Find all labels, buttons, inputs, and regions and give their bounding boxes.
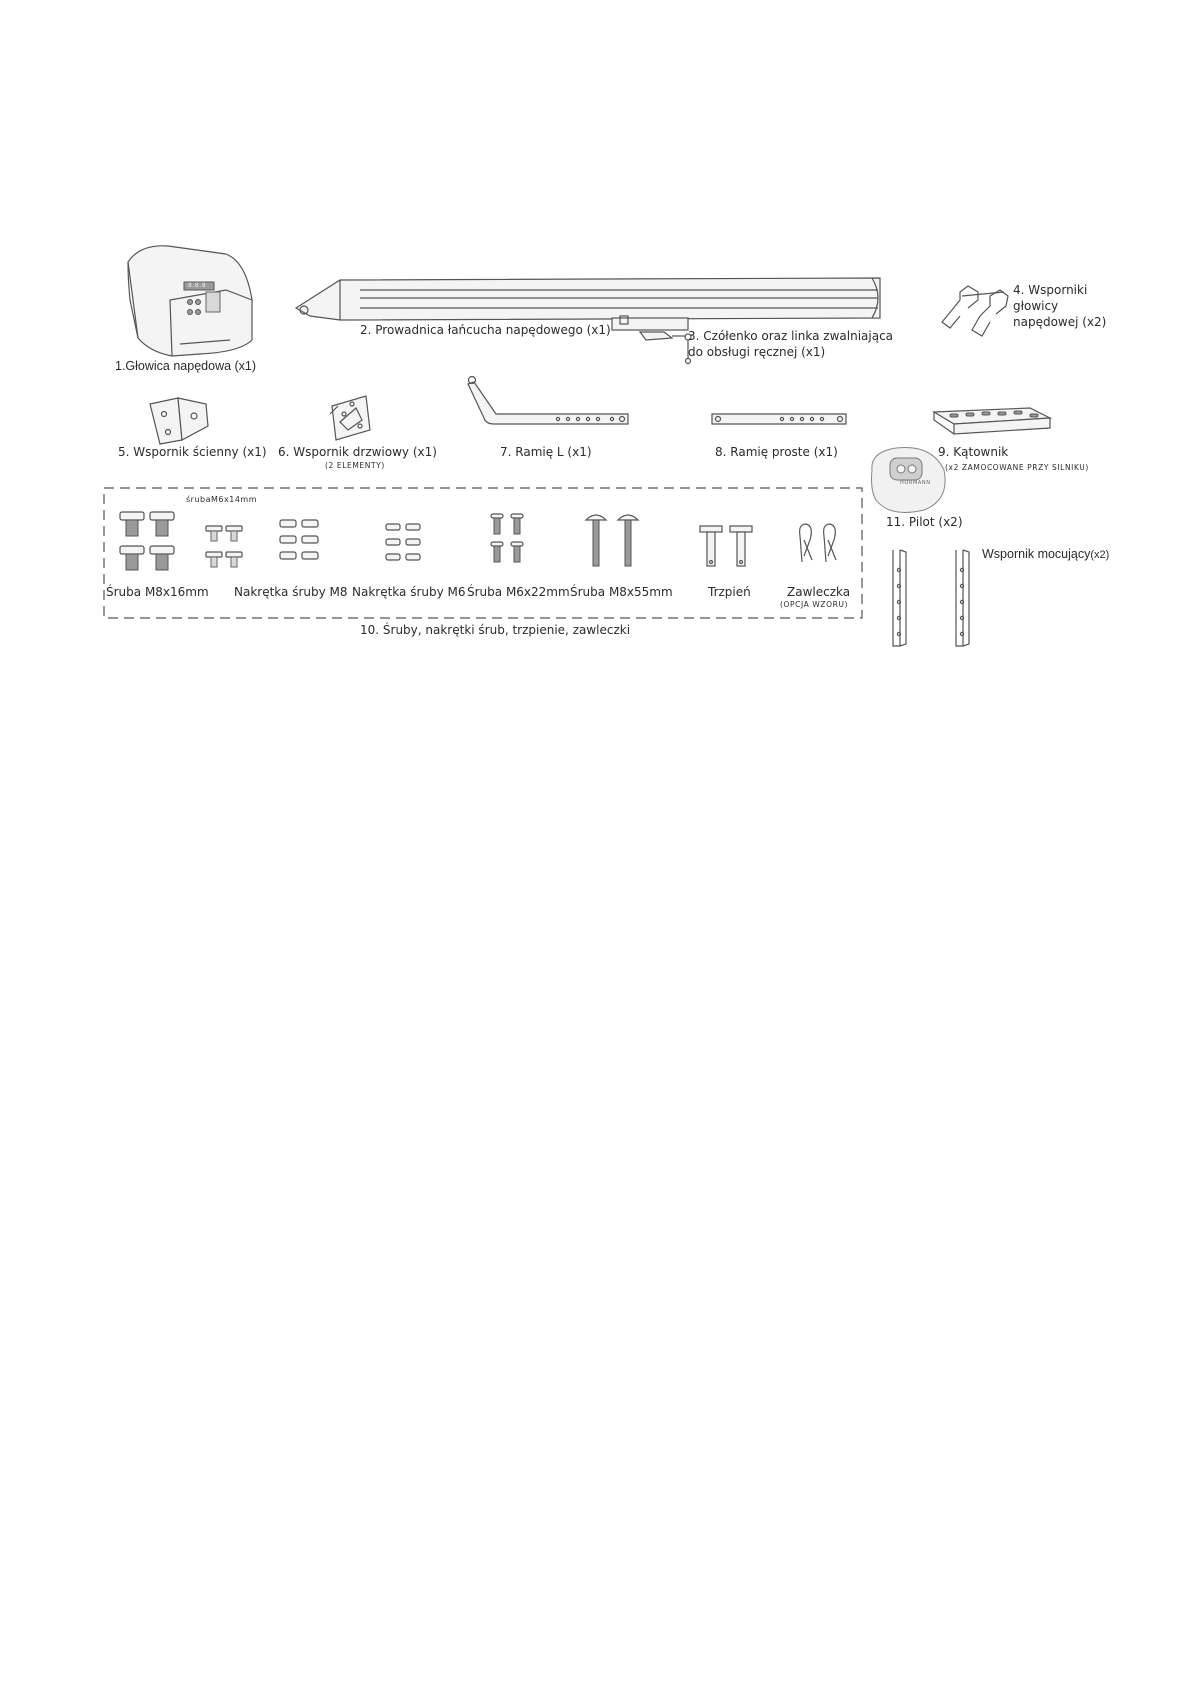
motor-head-drawing bbox=[128, 246, 252, 356]
part-8-label: 8. Ramię proste (x1) bbox=[715, 445, 838, 459]
mount-bracket-name: Wspornik mocujący bbox=[982, 547, 1091, 561]
screw-m6x22-label: Śruba M6x22mm bbox=[467, 585, 570, 599]
mounting-brackets-drawing bbox=[893, 550, 969, 646]
part-4-label-line1: 4. Wsporniki bbox=[1013, 283, 1088, 297]
remote-brand-mark: HORMANN bbox=[900, 480, 931, 486]
cotter-note: (OPCJA WZORU) bbox=[780, 600, 849, 609]
part-9-note: (x2 ZAMOCOWANE PRZY SILNIKU) bbox=[945, 463, 1089, 472]
screw-m8x16-label: Śruba M8x16mm bbox=[106, 585, 209, 599]
part-9-label: 9. Kątownik bbox=[938, 445, 1009, 459]
part-6-label: 6. Wspornik drzwiowy (x1) bbox=[278, 445, 437, 459]
cotter-label: Zawleczka bbox=[787, 585, 851, 599]
cotter-drawing bbox=[800, 524, 836, 562]
mount-bracket-label bbox=[982, 546, 1109, 563]
part-11-label: 11. Pilot (x2) bbox=[886, 515, 963, 529]
nut-m8-label: Nakrętka śruby M8 bbox=[234, 585, 348, 599]
screw-m8x55-label: Śruba M8x55mm bbox=[570, 585, 673, 599]
motor-display-readout: 8.8.8 bbox=[188, 282, 207, 289]
l-arm-drawing bbox=[468, 377, 628, 425]
part-3-label-line2: do obsługi ręcznej (x1) bbox=[688, 345, 826, 359]
straight-arm-drawing bbox=[712, 414, 846, 424]
part-6-note: (2 ELEMENTY) bbox=[325, 461, 385, 470]
part-4-label-line3: napędowej (x2) bbox=[1013, 315, 1107, 329]
wall-bracket-drawing bbox=[150, 398, 208, 444]
nut-m6-drawing bbox=[386, 524, 420, 560]
part-5-label: 5. Wspornik ścienny (x1) bbox=[118, 445, 267, 459]
head-brackets-drawing bbox=[942, 286, 1008, 336]
hardware-group-caption: 10. Śruby, nakrętki śrub, trzpienie, zawleczki bbox=[360, 623, 631, 637]
part-4-label-line2: głowicy bbox=[1013, 299, 1059, 313]
part-7-label: 7. Ramię L (x1) bbox=[500, 445, 592, 459]
mount-bracket-qty: (x2) bbox=[1090, 549, 1110, 561]
door-bracket-drawing bbox=[330, 396, 370, 440]
nut-m8-drawing bbox=[280, 520, 318, 559]
angle-iron-drawing bbox=[934, 408, 1050, 434]
part-2-label: 2. Prowadnica łańcucha napędowego (x1) bbox=[360, 323, 611, 337]
pin-drawing bbox=[700, 526, 752, 566]
part-3-label-line1: 3. Czółenko oraz linka zwalniająca bbox=[688, 329, 894, 343]
screw-m6x14-drawing bbox=[206, 526, 242, 567]
screw-m8x16-drawing bbox=[120, 512, 174, 570]
nut-m6-label: Nakrętka śruby M6 bbox=[352, 585, 466, 599]
screw-m8x55-drawing bbox=[586, 515, 638, 566]
part-1-label: 1.Głowica napędowa (x1) bbox=[115, 359, 257, 373]
screw-m6x14-label: śrubaM6x14mm bbox=[186, 495, 257, 504]
screw-m6x22-drawing bbox=[491, 514, 523, 562]
pin-label: Trzpień bbox=[708, 585, 751, 599]
trolley-release-drawing bbox=[640, 332, 691, 364]
